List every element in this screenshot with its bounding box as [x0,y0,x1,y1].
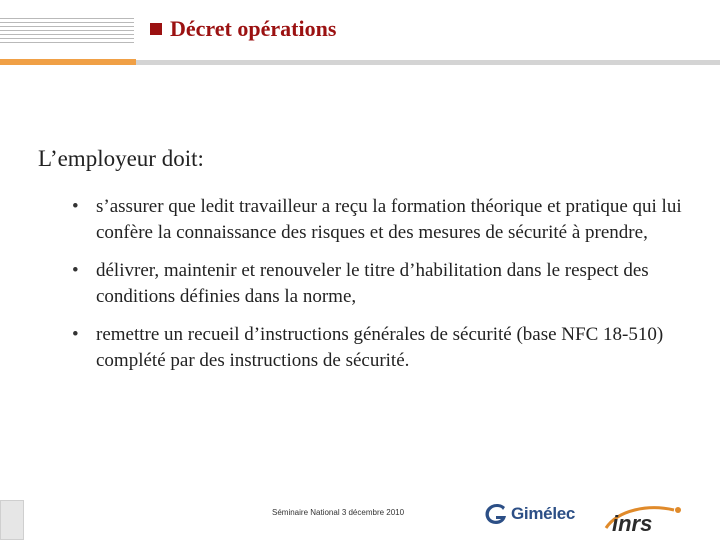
header-rule [136,60,720,65]
footer-caption: Séminaire National 3 décembre 2010 [272,508,405,517]
bullet-list [72,194,692,386]
title-row [150,16,336,42]
bullet-text: remettre un recueil d’instructions générales de sécurité (base NFC 18-510) complété par des instructions de sécurité. [96,324,664,371]
bullet-marker: • [72,324,79,345]
list-item [72,258,692,310]
list-item [72,322,692,374]
title-square-icon [150,23,162,35]
bullet-marker: • [72,196,79,217]
gimelec-swirl-icon [483,502,509,526]
intro-text: L’employeur doit: [38,146,204,171]
gimelec-logo-text: Gimélec [511,504,576,523]
corner-decoration [0,500,24,540]
bullet-text: s’assurer que ledit travailleur a reçu la formation théorique et pratique qui lui confère la connaissance des risques et des mesures de sécurité à prendre, [96,196,682,243]
header-rule-accent [0,59,136,65]
bullet-marker: • [72,260,79,281]
slide-title: Décret opérations [170,16,337,41]
gimelec-logo [483,502,575,526]
list-item [72,194,692,246]
inrs-logo-text: inrs [612,511,653,536]
bullet-text: délivrer, maintenir et renouveler le titre d’habilitation dans le respect des conditions définies dans la norme, [96,260,649,307]
header-stripes [0,18,134,46]
inrs-logo [604,498,688,543]
